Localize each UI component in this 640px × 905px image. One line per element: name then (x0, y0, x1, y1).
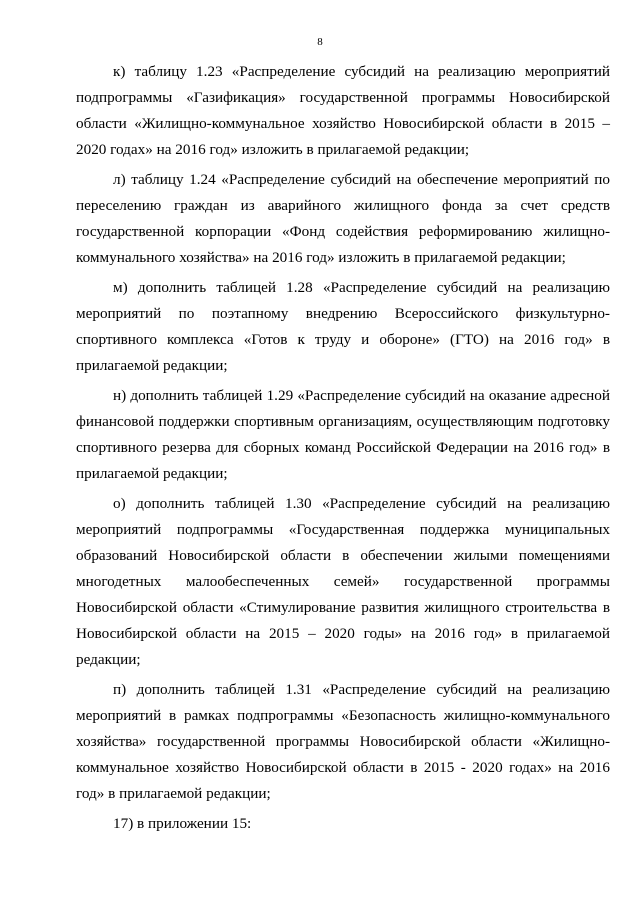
paragraph-m: м) дополнить таблицей 1.28 «Распределение субсидий на реализацию мероприятий по поэтапному внедрению Всероссийского физкультурно-спортивного комплекса «Готов к труду и обороне» (ГТО) на 2016 год» в прилагаемой редакции; (76, 279, 610, 374)
paragraph-o: о) дополнить таблицей 1.30 «Распределение субсидий на реализацию мероприятий подпрограммы «Государственная поддержка муниципальных образований Новосибирской области в обеспечении жилыми помещениями многодетных малообеспеченных семей» государственной программы Новосибирской области «Стимулирование развития жилищного строительства в Новосибирской области на 2015 – 2020 годы» на 2016 год» в прилагаемой редакции; (76, 495, 610, 668)
paragraph-l: л) таблицу 1.24 «Распределение субсидий на обеспечение мероприятий по переселению граждан из аварийного жилищного фонда за счет средств государственной корпорации «Фонд содействия реформированию жилищно-коммунального хозяйства» на 2016 год» изложить в прилагаемой редакции; (76, 171, 610, 266)
paragraph-n: н) дополнить таблицей 1.29 «Распределение субсидий на оказание адресной финансовой поддержки спортивным организациям, осуществляющим подготовку спортивного резерва для сборных команд Российской Федерации на 2016 год» в прилагаемой редакции; (76, 387, 610, 482)
paragraph-17: 17) в приложении 15: (113, 815, 252, 832)
document-body (76, 59, 610, 841)
paragraph-p: п) дополнить таблицей 1.31 «Распределение субсидий на реализацию мероприятий в рамках подпрограммы «Безопасность жилищно-коммунального хозяйства» государственной программы Новосибирской области «Жилищно-коммунальное хозяйство Новосибирской области в 2015 - 2020 годах» на 2016 год» в прилагаемой редакции; (76, 681, 610, 802)
page-number: 8 (317, 36, 323, 48)
paragraph-k: к) таблицу 1.23 «Распределение субсидий на реализацию мероприятий подпрограммы «Газификация» государственной программы Новосибирской области «Жилищно-коммунальное хозяйство Новосибирской области в 2015 – 2020 годах» на 2016 год» изложить в прилагаемой редакции; (76, 63, 610, 158)
